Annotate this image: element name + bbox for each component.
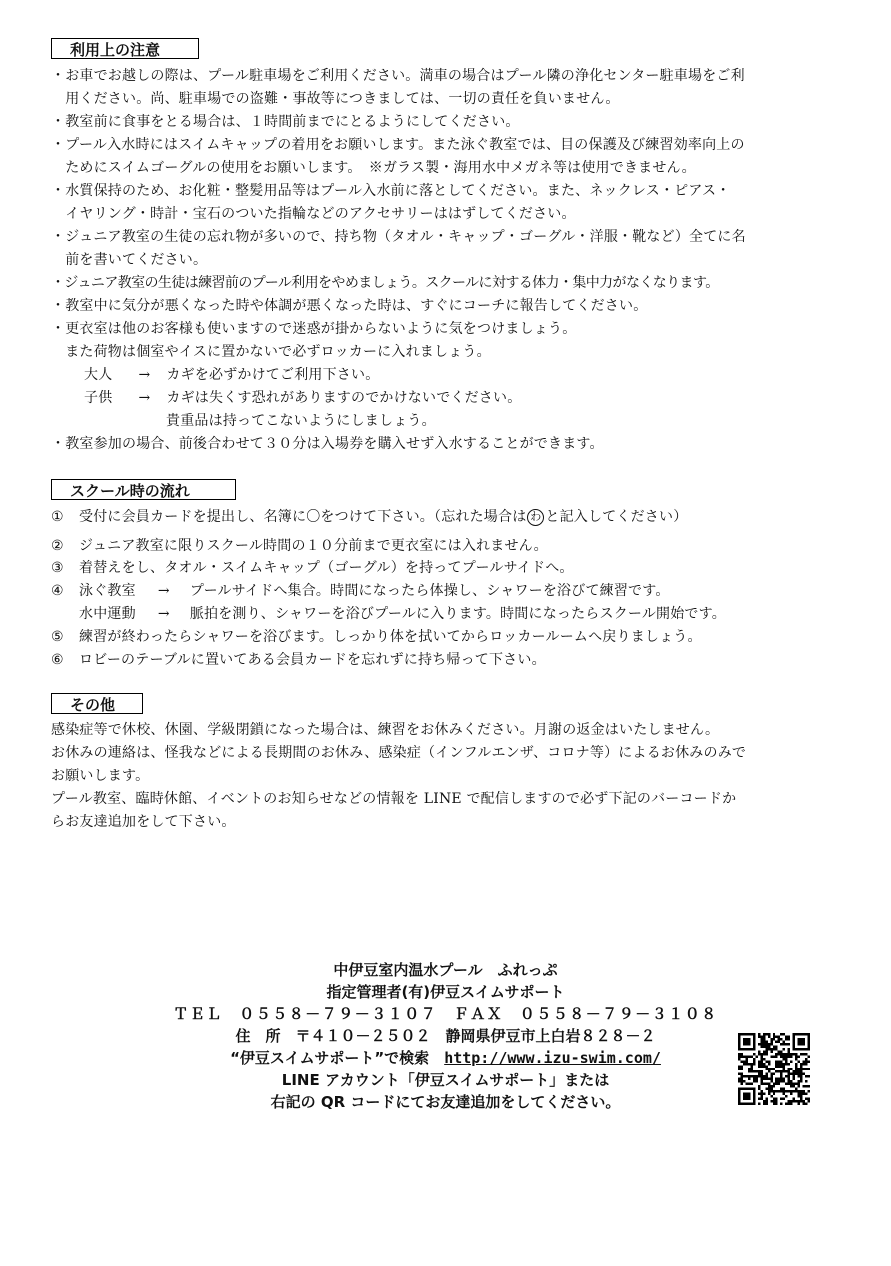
step-number: ⑤ xyxy=(51,629,64,645)
footer-tel-fax: ＴＥＬ ０５５８－７９－３１０７ ＦＡＸ ０５５８－７９－３１０８ xyxy=(173,1005,718,1023)
step-4-water-label: 水中運動 xyxy=(79,606,136,622)
other-line-5: らお友達追加をして下さい。 xyxy=(51,814,236,830)
notice-line-2: 用ください。尚、駐車場での盗難・事故等につきましては、一切の責任を負いません。 xyxy=(51,91,620,107)
arrow-right-icon: → xyxy=(138,390,151,406)
flow-step-4-water xyxy=(79,605,726,623)
locker-adult-text: カギを必ずかけてご利用下さい。 xyxy=(166,367,380,383)
step-5-text: 練習が終わったらシャワーを浴びます。しっかり体を拭いてからロッカールームへ戻りましょう。 xyxy=(79,629,702,645)
locker-child-label: 子供 xyxy=(84,390,113,406)
arrow-right-icon: → xyxy=(157,583,170,599)
locker-adult-label: 大人 xyxy=(84,367,113,383)
step-number: ② xyxy=(51,538,64,554)
notice-line-9: 前を書いてください。 xyxy=(51,252,208,268)
footer-address: 住 所 〒４１０－２５０２ 静岡県伊豆市上白岩８２８－２ xyxy=(235,1027,656,1045)
notice-line-5: ためにスイムゴーグルの使用をお願いします。 ※ガラス製・海用水中メガネ等は使用できません。 xyxy=(51,160,696,176)
step-number: ③ xyxy=(51,560,64,576)
notice-line-8: ・ジュニア教室の生徒の忘れ物が多いので、持ち物（タオル・キャップ・ゴーグル・洋服・靴など）全てに名 xyxy=(51,229,746,245)
footer-facility: 中伊豆室内温水プール ふれっぷ xyxy=(333,961,558,979)
arrow-right-icon: → xyxy=(138,367,151,383)
flow-step-5 xyxy=(51,628,702,646)
arrow-right-icon: → xyxy=(157,606,170,622)
flow-step-3 xyxy=(51,559,574,577)
locker-child-row xyxy=(84,389,521,407)
step-4-swim-text: プールサイドへ集合。時間になったら体操し、シャワーを浴びて練習です。 xyxy=(189,583,670,599)
step-number: ① xyxy=(51,509,64,525)
notice-heading: 利用上の注意 xyxy=(51,38,199,59)
footer-line-account: LINE アカウント「伊豆スイムサポート」または xyxy=(281,1071,610,1089)
website-link[interactable]: http://www.izu-swim.com/ xyxy=(444,1049,661,1067)
other-line-2: お休みの連絡は、怪我などによる長期間のお休み、感染症（インフルエンザ、コロナ等）によるお休みのみで xyxy=(51,745,747,761)
step-2-text: ジュニア教室に限りスクール時間の１０分前まで更衣室には入れません。 xyxy=(79,538,548,554)
footer-manager: 指定管理者(有)伊豆スイムサポート xyxy=(326,983,565,1001)
step-1-text-before: 受付に会員カードを提出し、名簿に〇をつけて下さい。（忘れた場合は xyxy=(79,509,527,525)
notice-line-4: ・プール入水時にはスイムキャップの着用をお願いします。また泳ぐ教室では、目の保護及び練習効率向上の xyxy=(51,137,745,153)
other-heading: その他 xyxy=(51,693,143,714)
other-line-3: お願いします。 xyxy=(51,768,150,784)
flow-step-1 xyxy=(51,508,687,526)
locker-adult-row xyxy=(84,366,379,384)
step-4-water-text: 脈拍を測り、シャワーを浴びプールに入ります。時間になったらスクール開始です。 xyxy=(189,606,726,622)
flow-step-2 xyxy=(51,537,548,555)
notice-line-6: ・水質保持のため、お化粧・整髪用品等はプール入水前に落としてください。また、ネックレス・ピアス・ xyxy=(51,183,731,199)
other-line-1: 感染症等で休校、休園、学級閉鎖になった場合は、練習をお休みください。月謝の返金はいたしません。 xyxy=(51,722,720,738)
flow-step-6 xyxy=(51,651,546,669)
footer-search-text: “伊豆スイムサポート”で検索 xyxy=(230,1049,445,1067)
step-1-text-after: と記入してください） xyxy=(545,509,688,525)
notice-line-1: ・お車でお越しの際は、プール駐車場をご利用ください。満車の場合はプール隣の浄化センター駐車場をご利 xyxy=(51,68,745,84)
flow-step-4 xyxy=(51,582,670,600)
locker-child-text: カギは失くす恐れがありますのでかけないでください。 xyxy=(166,390,522,406)
step-6-text: ロビーのテーブルに置いてある会員カードを忘れずに持ち帰って下さい。 xyxy=(79,652,546,668)
step-4-swim-label: 泳ぐ教室 xyxy=(79,583,136,599)
circled-wa-mark: わ xyxy=(527,509,544,526)
notice-line-3: ・教室前に食事をとる場合は、１時間前までにとるようにしてください。 xyxy=(51,114,520,130)
notice-line-10: ・ジュニア教室の生徒は練習前のプール利用をやめましょう。スクールに対する体力・集中力がなくなります。 xyxy=(51,275,719,291)
locker-child-text-2: 貴重品は持ってこないようにしましょう。 xyxy=(166,413,436,429)
step-number: ④ xyxy=(51,583,64,599)
notice-line-13: また荷物は個室やイスに置かないで必ずロッカーに入れましょう。 xyxy=(51,344,491,360)
other-line-4: プール教室、臨時休館、イベントのお知らせなどの情報を LINE で配信しますので必ず下記のバーコードか xyxy=(51,791,737,807)
qr-code-icon[interactable] xyxy=(738,1033,810,1105)
notice-line-7: イヤリング・時計・宝石のついた指輪などのアクセサリーははずしてください。 xyxy=(51,206,576,222)
notice-last-line: ・教室参加の場合、前後合わせて３０分は入場券を購入せず入水することができます。 xyxy=(51,436,604,452)
step-number: ⑥ xyxy=(51,652,64,668)
notice-line-12: ・更衣室は他のお客様も使いますので迷惑が掛からないように気をつけましょう。 xyxy=(51,321,577,337)
notice-line-11: ・教室中に気分が悪くなった時や体調が悪くなった時は、すぐにコーチに報告してください。 xyxy=(51,298,648,314)
footer-qr-note: 右記の QR コードにてお友達追加をしてください。 xyxy=(270,1093,621,1111)
step-3-text: 着替えをし、タオル・スイムキャップ（ゴーグル）を持ってプールサイドへ。 xyxy=(79,560,574,576)
flow-heading: スクール時の流れ xyxy=(51,479,236,500)
